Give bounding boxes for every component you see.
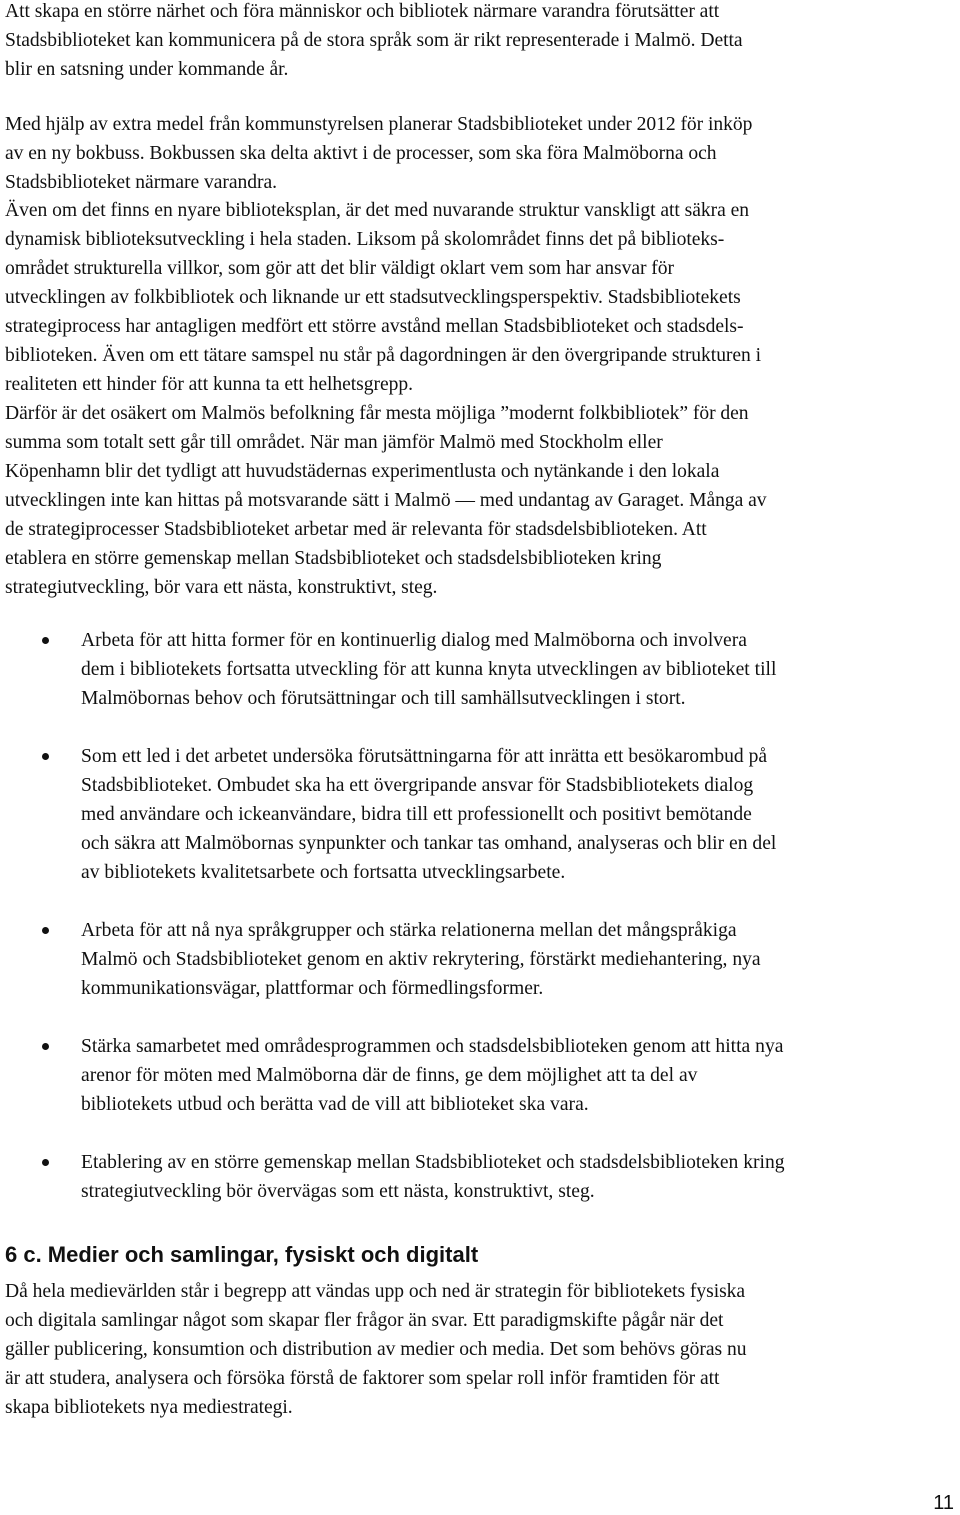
text-line: summa som totalt sett går till området. När man jämför Malmö med Stockholm eller [5, 432, 663, 453]
bullet-icon [42, 637, 49, 644]
text-line: utvecklingen av folkbibliotek och liknande ur ett stadsutvecklingsperspektiv. Stadsbibliotekets [5, 287, 741, 308]
text-line: och säkra att Malmöbornas synpunkter och tankar tas omhand, analyseras och blir en del [81, 833, 777, 854]
text-line: Därför är det osäkert om Malmös befolkning får mesta möjliga ”modernt folkbibliotek” för den [5, 403, 749, 424]
section-heading: 6 c. Medier och samlingar, fysiskt och digitalt [5, 1242, 479, 1267]
text-line: med användare och ickeanvändare, bidra till ett professionellt och positivt bemötande [81, 804, 752, 825]
text-line: området strukturella villkor, som gör att det blir väldigt oklart vem som har ansvar för [5, 258, 675, 279]
text-line: strategiprocess har antagligen medfört ett större avstånd mellan Stadsbiblioteket och stadsdels- [5, 316, 744, 337]
text-line: strategiutveckling, bör vara ett nästa, konstruktivt, steg. [5, 577, 438, 598]
text-line: utvecklingen inte kan hittas på motsvarande sätt i Malmö — med undantag av Garaget. Många av [5, 490, 767, 511]
text-line: realiteten ett hinder för att kunna ta ett helhetsgrepp. [5, 374, 413, 395]
text-line: Stärka samarbetet med områdesprogrammen och stadsdelsbiblioteken genom att hitta nya [81, 1036, 784, 1057]
bullet-icon [42, 1159, 49, 1166]
text-line: Arbeta för att nå nya språkgrupper och stärka relationerna mellan det mångspråkiga [81, 920, 737, 941]
text-line: Stadsbiblioteket. Ombudet ska ha ett övergripande ansvar för Stadsbibliotekets dialog [81, 775, 754, 796]
page-number: 11 [933, 1492, 954, 1514]
text-line: Då hela medievärlden står i begrepp att vändas upp och ned är strategin för bibliotekets fysiska [5, 1281, 746, 1302]
text-line: Malmöbornas behov och förutsättningar och till samhällsutvecklingen i stort. [81, 688, 686, 709]
text-line: Arbeta för att hitta former för en kontinuerlig dialog med Malmöborna och involvera [81, 630, 747, 651]
list-item [5, 1032, 957, 1119]
text-line: Etablering av en större gemenskap mellan Stadsbiblioteket och stadsdelsbiblioteken kring [81, 1152, 785, 1173]
text-line: Att skapa en större närhet och föra människor och bibliotek närmare varandra förutsätter att [5, 1, 720, 22]
text-line: skapa bibliotekets nya mediestrategi. [5, 1397, 293, 1418]
text-line: Även om det finns en nyare biblioteksplan, är det med nuvarande struktur vanskligt att säkra en [5, 200, 749, 221]
text-line: Stadsbiblioteket kan kommunicera på de stora språk som är rikt representerade i Malmö. Detta [5, 30, 743, 51]
intro-paragraph [5, 0, 743, 84]
text-line: dynamisk biblioteksutveckling i hela staden. Liksom på skolområdet finns det på biblioteks- [5, 229, 725, 250]
text-line: arenor för möten med Malmöborna där de finns, ge dem möjlighet att ta del av [81, 1065, 698, 1086]
bullet-icon [42, 927, 49, 934]
text-line: Med hjälp av extra medel från kommunstyrelsen planerar Stadsbiblioteket under 2012 för inköp [5, 114, 753, 135]
text-line: blir en satsning under kommande år. [5, 59, 289, 80]
text-line: kommunikationsvägar, plattformar och förmedlingsformer. [81, 978, 544, 999]
bullet-list [5, 626, 957, 1235]
text-line: av bibliotekets kvalitetsarbete och fortsatta utvecklingsarbete. [81, 862, 566, 883]
bullet-icon [42, 753, 49, 760]
text-line: och digitala samlingar något som skapar fler frågor än svar. Ett paradigmskifte pågår när det [5, 1310, 724, 1331]
text-line: biblioteken. Även om ett tätare samspel nu står på dagordningen är den övergripande strukturen i [5, 345, 762, 366]
media-paragraph [5, 1277, 957, 1422]
list-item [5, 742, 957, 887]
bokbuss-paragraph [5, 110, 752, 197]
text-line: dem i bibliotekets fortsatta utveckling för att kunna knyta utvecklingen av biblioteket till [81, 659, 777, 680]
text-line: gäller publicering, konsumtion och distribution av medier och media. Det som behövs göras nu [5, 1339, 747, 1360]
text-line: Stadsbiblioteket närmare varandra. [5, 172, 277, 193]
list-item [5, 626, 957, 713]
text-line: är att studera, analysera och försöka förstå de faktorer som spelar roll inför framtiden för att [5, 1368, 720, 1389]
text-line: Som ett led i det arbetet undersöka förutsättningarna för att inrätta ett besökarombud på [81, 746, 768, 767]
text-line: de strategiprocesser Stadsbiblioteket arbetar med är relevanta för stadsdelsbiblioteken. Att [5, 519, 707, 540]
text-line: av en ny bokbuss. Bokbussen ska delta aktivt i de processer, som ska föra Malmöborna och [5, 143, 717, 164]
list-item [5, 916, 957, 1003]
text-line: Köpenhamn blir det tydligt att huvudstädernas experimentlusta och nytänkande i den lokala [5, 461, 720, 482]
text-line: etablera en större gemenskap mellan Stadsbiblioteket och stadsdelsbiblioteken kring [5, 548, 662, 569]
structure-paragraph [5, 196, 957, 602]
text-line: bibliotekets utbud och berätta vad de vill att biblioteket ska vara. [81, 1094, 589, 1115]
text-line: strategiutveckling bör övervägas som ett nästa, konstruktivt, steg. [81, 1181, 595, 1202]
list-item [5, 1148, 957, 1206]
text-line: Malmö och Stadsbiblioteket genom en aktiv rekrytering, förstärkt mediehantering, nya [81, 949, 761, 970]
bullet-icon [42, 1043, 49, 1050]
